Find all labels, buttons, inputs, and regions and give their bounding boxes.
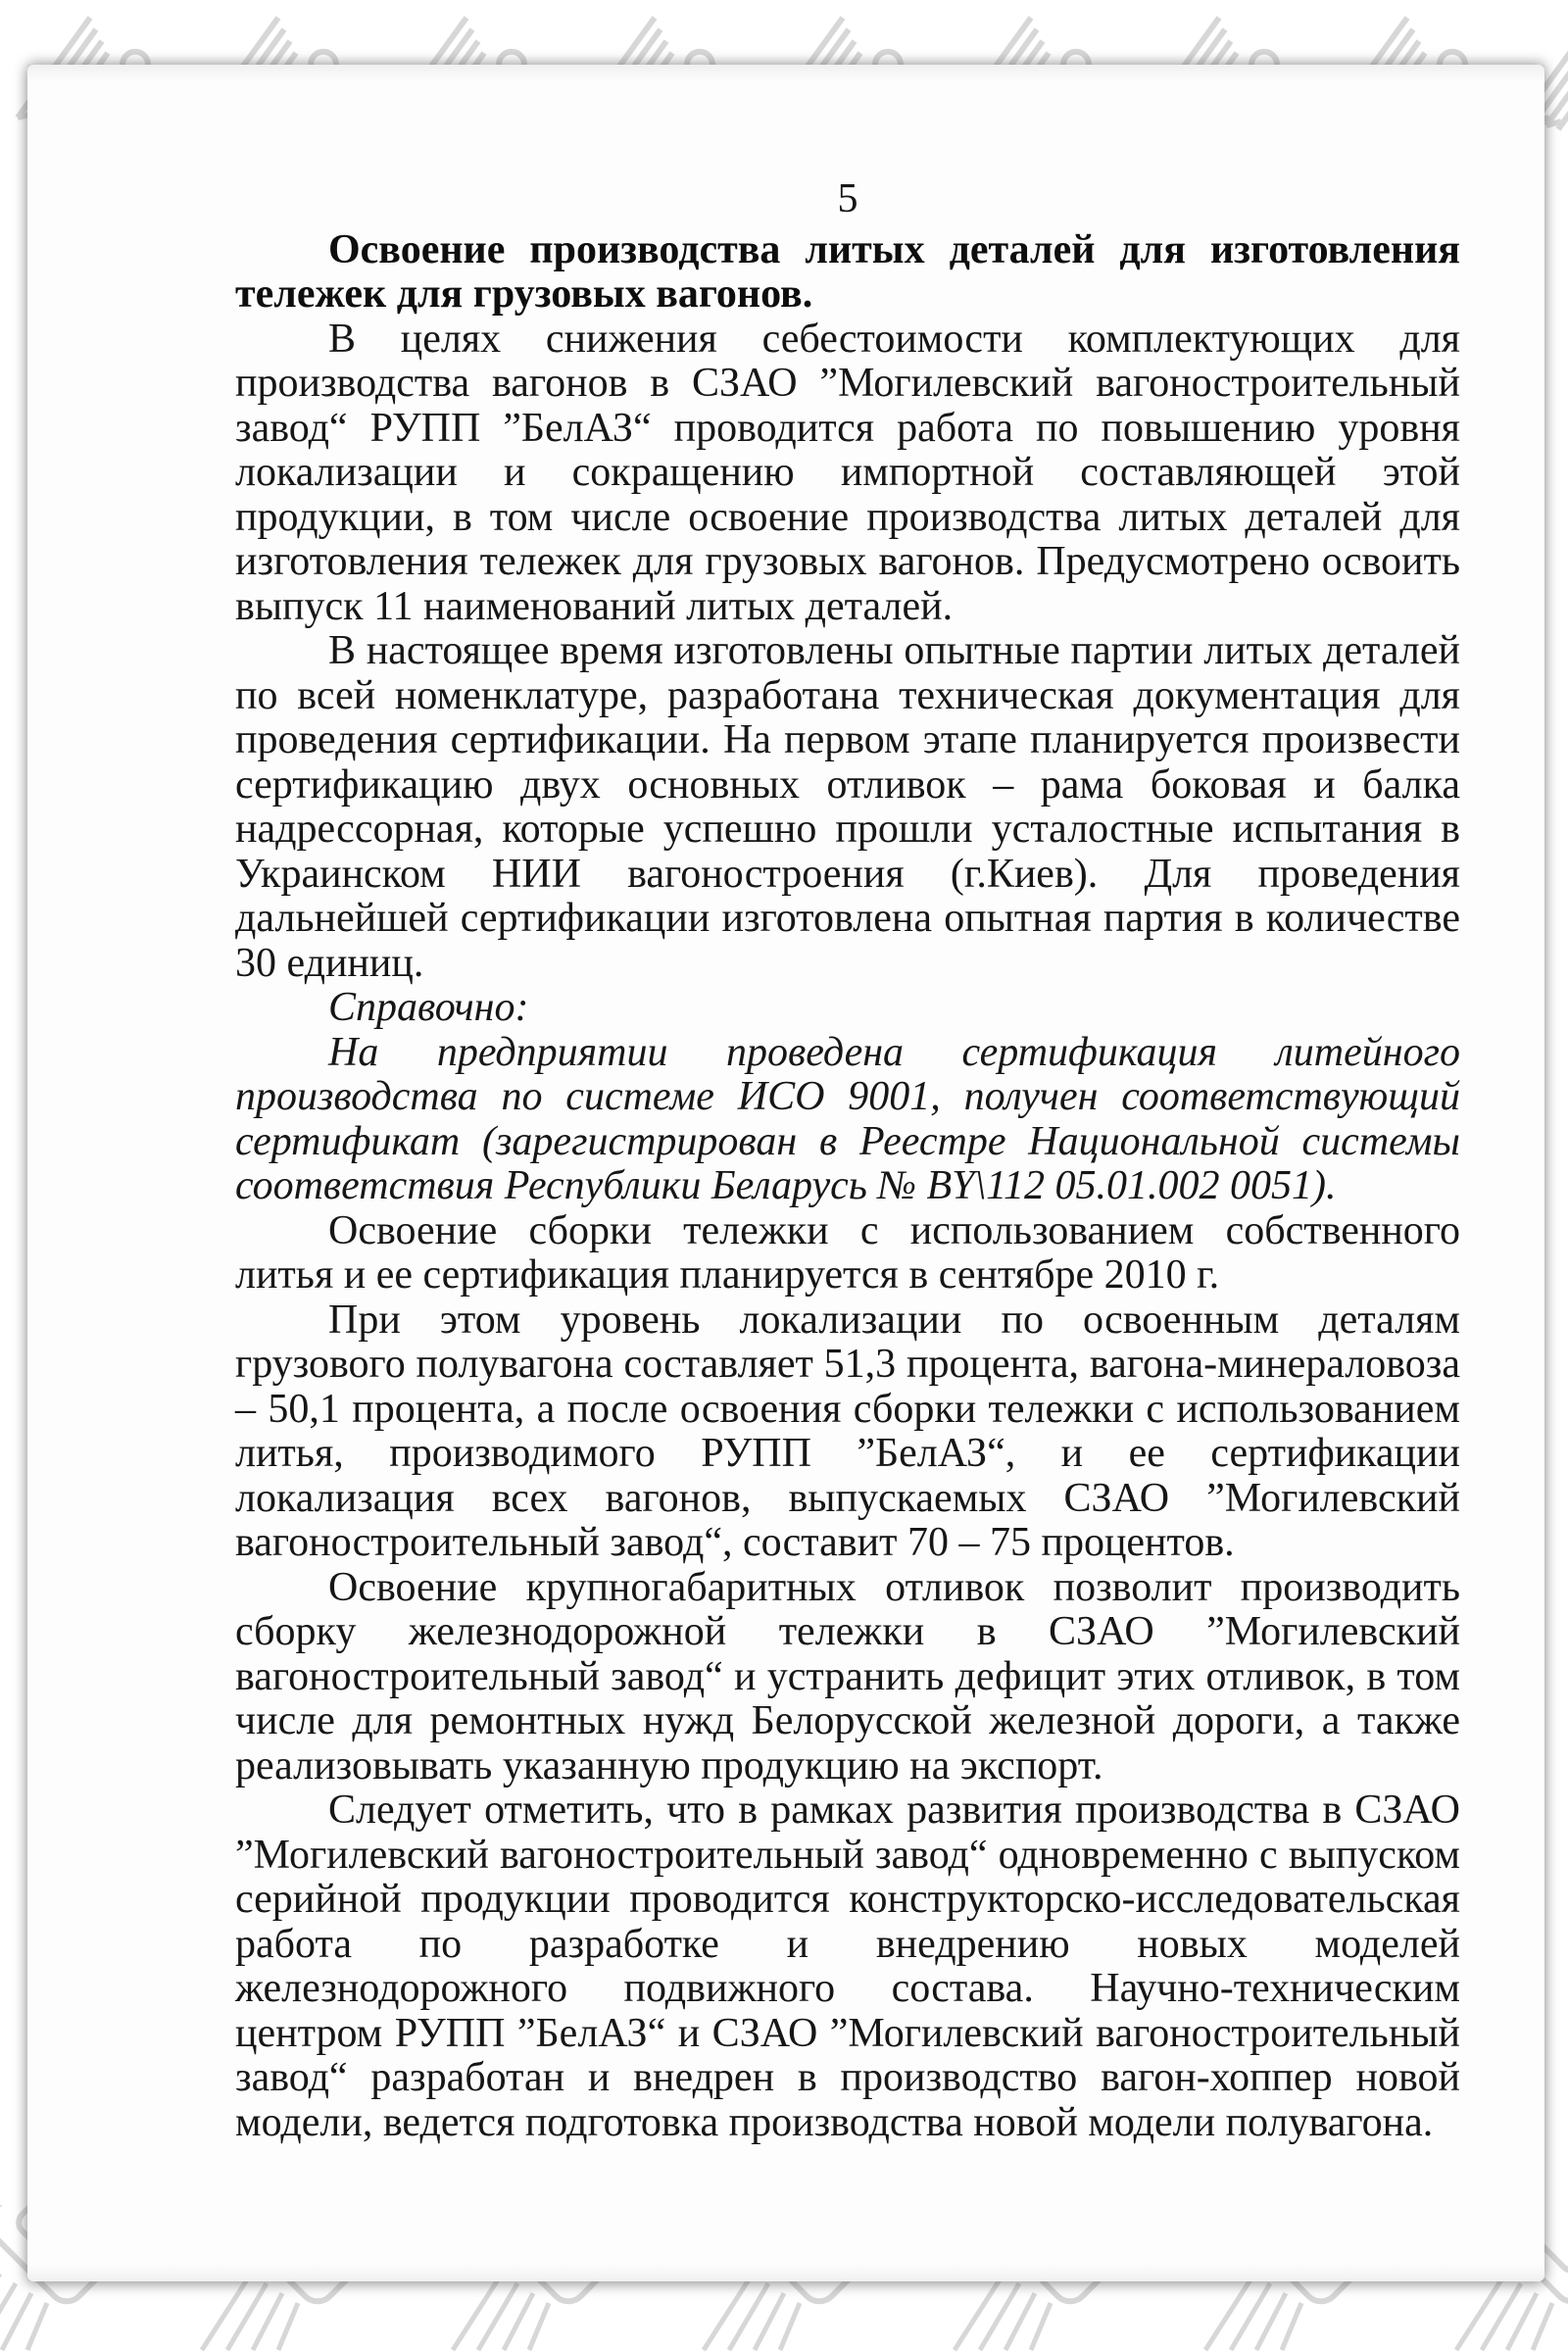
document-text-block — [235, 177, 1460, 2145]
paragraph-6: При этом уровень локализации по освоенным деталям грузового полувагона составляет 51,3 процента, вагона-минераловоза – 50,1 процента, а после освоения сборки тележки с использованием литья, производимого РУПП ”БелАЗ“, и ее сертификации локализация всех вагонов, выпускаемых СЗАО ”Могилевский вагоностроительный завод“, составит 70 – 75 процентов. — [235, 1297, 1460, 1565]
paragraph-4-note-body: На предприятии проведена сертификация литейного производства по системе ИСО 9001, получен соответствующий сертификат (зарегистрирован в Реестре Национальной системы соответствия Республики Беларусь № BY\112 05.01.002 0051). — [235, 1029, 1460, 1208]
page-number: 5 — [837, 176, 858, 221]
document-heading: Освоение производства литых деталей для изготовления тележек для грузовых вагонов. — [235, 226, 1460, 317]
paragraph-8: Следует отметить, что в рамках развития производства в СЗАО ”Могилевский вагоностроительный завод“ одновременно с выпуском серийной продукции проводится конструкторско-исследовательская работа по разработке и внедрению новых моделей железнодорожного подвижного состава. Научно-техническим центром РУПП ”БелАЗ“ и СЗАО ”Могилевский вагоностроительный завод“ разработан и внедрен в производство вагон-хоппер новой модели, ведется подготовка производства новой модели полувагона. — [235, 1788, 1460, 2145]
document-page — [27, 65, 1544, 2281]
paragraph-3-note-label: Справочно: — [328, 985, 529, 1030]
paragraph-2: В настоящее время изготовлены опытные партии литых деталей по всей номенклатуре, разработана техническая документация для проведения сертификации. На первом этапе планируется произвести сертификацию двух основных отливок – рама боковая и балка надрессорная, которые успешно прошли усталостные испытания в Украинском НИИ вагоностроения (г.Киев). Для проведения дальнейшей сертификации изготовлена опытная партия в количестве 30 единиц. — [235, 628, 1460, 986]
paragraph-7: Освоение крупногабаритных отливок позволит производить сборку железнодорожной тележки в СЗАО ”Могилевский вагоностроительный завод“ и устранить дефицит этих отливок, в том числе для ремонтных нужд Белорусской железной дороги, а также реализовывать указанную продукцию на экспорт. — [235, 1564, 1460, 1788]
paragraph-1: В целях снижения себестоимости комплектующих для производства вагонов в СЗАО ”Могилевский вагоностроительный завод“ РУПП ”БелАЗ“ проводится работа по повышению уровня локализации и сокращению импортной составляющей этой продукции, в том числе освоение производства литых деталей для изготовления тележек для грузовых вагонов. Предусмотрено освоить выпуск 11 наименований литых деталей. — [235, 316, 1460, 629]
paragraph-5: Освоение сборки тележки с использованием собственного литья и ее сертификация планируется в сентябре 2010 г. — [235, 1207, 1460, 1298]
